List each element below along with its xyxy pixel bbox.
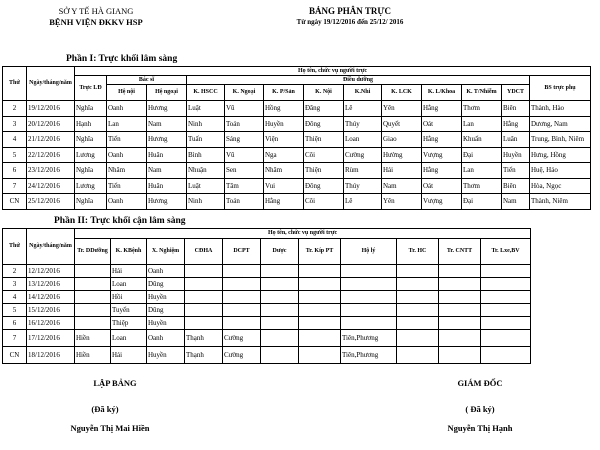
staff-cell bbox=[223, 304, 261, 317]
weekday-cell: 5 bbox=[3, 147, 27, 163]
staff-cell: Loan bbox=[111, 278, 147, 291]
nurse-cell: Giao bbox=[382, 132, 422, 148]
staff-cell: Tiên,Phương bbox=[341, 347, 397, 364]
nurse-cell: Hằng bbox=[422, 101, 462, 117]
staff-cell bbox=[185, 265, 223, 278]
staff-cell: Loan bbox=[111, 330, 147, 347]
staff-cell: Thiệp bbox=[111, 317, 147, 330]
staff-cell bbox=[299, 347, 341, 364]
nurse-cell: Toán bbox=[225, 194, 264, 210]
staff-cell bbox=[299, 317, 341, 330]
doctor-internal-cell: Tiến bbox=[107, 132, 147, 148]
doctor-internal-cell: Lan bbox=[107, 116, 147, 132]
nurse-cell: Viện bbox=[264, 132, 304, 148]
nurse-cell: Vui bbox=[264, 178, 304, 194]
nurse-cell: Hằng bbox=[422, 132, 462, 148]
staff-cell bbox=[439, 304, 481, 317]
staff-cell bbox=[185, 278, 223, 291]
staff-cell: Hiền bbox=[75, 330, 111, 347]
date-cell: 13/12/2016 bbox=[27, 278, 75, 291]
staff-cell bbox=[481, 265, 531, 278]
doctor-surgical-cell: Hương bbox=[147, 132, 187, 148]
date-cell: 15/12/2016 bbox=[27, 304, 75, 317]
nurse-cell: Biên bbox=[502, 101, 530, 117]
date-cell: 19/12/2016 bbox=[27, 101, 75, 117]
staff-cell bbox=[397, 347, 439, 364]
doctor-surgical-cell: Huân bbox=[147, 147, 187, 163]
duty-row bbox=[3, 194, 591, 210]
staff-cell: Tiên,Phương bbox=[341, 330, 397, 347]
nurse-cell: Bình bbox=[187, 147, 225, 163]
staff-cell bbox=[481, 291, 531, 304]
nurse-cell: Thúy bbox=[344, 116, 382, 132]
staff-cell bbox=[299, 265, 341, 278]
lead-cell: Nghĩa bbox=[75, 101, 107, 117]
assistant-doctor-cell: Trung, Bình, Niêm bbox=[530, 132, 591, 148]
part1-table bbox=[2, 66, 591, 210]
p1-head-bs-ngoai: Hệ ngoại bbox=[147, 85, 187, 101]
weekday-cell: 4 bbox=[3, 132, 27, 148]
staff-cell bbox=[397, 278, 439, 291]
nurse-cell: Rùm bbox=[344, 163, 382, 179]
date-cell: 22/12/2016 bbox=[27, 147, 75, 163]
nurse-cell: Luân bbox=[502, 132, 530, 148]
p1-head-nurse-col: YDCT bbox=[502, 85, 530, 101]
nurse-cell: Hằng bbox=[264, 194, 304, 210]
staff-cell: Oanh bbox=[147, 265, 185, 278]
staff-cell bbox=[341, 317, 397, 330]
duty-row bbox=[3, 147, 591, 163]
duty-row bbox=[3, 178, 591, 194]
nurse-cell: Thiện bbox=[304, 163, 344, 179]
staff-cell bbox=[223, 278, 261, 291]
doctor-surgical-cell: Nam bbox=[147, 116, 187, 132]
nurse-cell: Nhuận bbox=[187, 163, 225, 179]
p2-head-col: X. Nghiệm bbox=[147, 239, 185, 265]
staff-cell bbox=[341, 278, 397, 291]
doctor-surgical-cell: Huân bbox=[147, 178, 187, 194]
date-cell: 20/12/2016 bbox=[27, 116, 75, 132]
part1-title: Phần I: Trực khối lâm sàng bbox=[66, 54, 178, 64]
nurse-cell: Ninh bbox=[187, 116, 225, 132]
staff-cell bbox=[397, 291, 439, 304]
staff-cell: Dũng bbox=[147, 304, 185, 317]
duty-row bbox=[3, 163, 591, 179]
nurse-cell: Nga bbox=[264, 147, 304, 163]
p1-head-bs-phu: BS trực phụ bbox=[530, 76, 591, 101]
staff-cell bbox=[397, 304, 439, 317]
nurse-cell: Đông bbox=[304, 116, 344, 132]
date-cell: 23/12/2016 bbox=[27, 163, 75, 179]
staff-cell bbox=[261, 278, 299, 291]
staff-cell: Dũng bbox=[147, 278, 185, 291]
staff-cell bbox=[439, 347, 481, 364]
doctor-internal-cell: Oanh bbox=[107, 101, 147, 117]
weekday-cell: 3 bbox=[3, 278, 27, 291]
lead-cell: Hạnh bbox=[75, 116, 107, 132]
support-duty-row bbox=[3, 347, 531, 364]
p2-head-thu: Thứ bbox=[3, 229, 27, 265]
part2-table bbox=[2, 228, 531, 364]
staff-cell: Hồi bbox=[111, 291, 147, 304]
staff-cell bbox=[299, 278, 341, 291]
p1-head-nurse-col: K. HSCC bbox=[187, 85, 225, 101]
lead-cell: Lương bbox=[75, 178, 107, 194]
nurse-cell: Côi bbox=[304, 194, 344, 210]
staff-cell bbox=[341, 291, 397, 304]
p1-head-nurse-col: K. Ngoại bbox=[225, 85, 264, 101]
p2-head-col: Dược bbox=[261, 239, 299, 265]
staff-cell bbox=[261, 317, 299, 330]
nurse-cell: Lan bbox=[462, 116, 502, 132]
assistant-doctor-cell: Hòa, Ngọc bbox=[530, 178, 591, 194]
p1-head-group: Họ tên, chức vụ người trực bbox=[75, 67, 591, 76]
nurse-cell: Lan bbox=[462, 163, 502, 179]
support-duty-row bbox=[3, 317, 531, 330]
staff-cell bbox=[481, 278, 531, 291]
staff-cell bbox=[223, 317, 261, 330]
staff-cell bbox=[75, 304, 111, 317]
assistant-doctor-cell: Hưng, Hồng bbox=[530, 147, 591, 163]
p1-head-nurse-col: K. LCK bbox=[382, 85, 422, 101]
nurse-cell: Thơm bbox=[462, 178, 502, 194]
duty-row bbox=[3, 116, 591, 132]
nurse-cell: Tiến bbox=[502, 163, 530, 179]
p2-head-date: Ngày/tháng/năm bbox=[27, 229, 75, 265]
lead-cell: Nghĩa bbox=[75, 132, 107, 148]
nurse-cell: Khuấn bbox=[462, 132, 502, 148]
director-title: GIÁM ĐỐC bbox=[457, 378, 503, 388]
staff-cell bbox=[261, 304, 299, 317]
nurse-cell: Lê bbox=[344, 101, 382, 117]
nurse-cell: Vũ bbox=[225, 101, 264, 117]
nurse-cell: Hải bbox=[382, 163, 422, 179]
staff-cell bbox=[439, 291, 481, 304]
nurse-cell: Biên bbox=[502, 178, 530, 194]
part2-title: Phần II: Trực khối cận lâm sàng bbox=[54, 216, 186, 226]
staff-cell bbox=[75, 291, 111, 304]
staff-cell bbox=[481, 330, 531, 347]
nurse-cell: Toán bbox=[225, 116, 264, 132]
staff-cell bbox=[341, 304, 397, 317]
doctor-internal-cell: Oanh bbox=[107, 147, 147, 163]
staff-cell bbox=[439, 330, 481, 347]
ministry-name: SỞ Y TẾ HÀ GIANG bbox=[58, 6, 134, 16]
staff-cell bbox=[397, 330, 439, 347]
hospital-name: BỆNH VIỆN ĐKKV HSP bbox=[49, 17, 143, 27]
nurse-cell: Oát bbox=[422, 116, 462, 132]
support-duty-row bbox=[3, 291, 531, 304]
nurse-cell: Sen bbox=[225, 163, 264, 179]
staff-cell bbox=[185, 304, 223, 317]
nurse-cell: Nam bbox=[382, 178, 422, 194]
date-cell: 12/12/2016 bbox=[27, 265, 75, 278]
weekday-cell: CN bbox=[3, 347, 27, 364]
staff-cell bbox=[75, 265, 111, 278]
staff-cell bbox=[223, 291, 261, 304]
p2-head-col: Tr. HC bbox=[397, 239, 439, 265]
prepared-by-name: Nguyễn Thị Mai Hiền bbox=[70, 423, 150, 433]
nurse-cell: Cường bbox=[344, 147, 382, 163]
date-cell: 25/12/2016 bbox=[27, 194, 75, 210]
staff-cell bbox=[341, 265, 397, 278]
doctor-internal-cell: Nhâm bbox=[107, 163, 147, 179]
p1-head-nurse-col: K. P/Sản bbox=[264, 85, 304, 101]
p1-head-doctor: Bác sĩ bbox=[107, 76, 187, 85]
nurse-cell: Đại bbox=[462, 147, 502, 163]
staff-cell bbox=[439, 278, 481, 291]
nurse-cell: Yên bbox=[382, 101, 422, 117]
p1-head-nurse-col: K.Nhi bbox=[344, 85, 382, 101]
nurse-cell: Yên bbox=[382, 194, 422, 210]
director-signed: ( Đã ký) bbox=[465, 404, 495, 414]
staff-cell bbox=[185, 291, 223, 304]
staff-cell bbox=[481, 347, 531, 364]
doctor-surgical-cell: Hương bbox=[147, 101, 187, 117]
date-cell: 17/12/2016 bbox=[27, 330, 75, 347]
nurse-cell: Côi bbox=[304, 147, 344, 163]
org-header bbox=[26, 6, 166, 28]
lead-cell: Nghĩa bbox=[75, 194, 107, 210]
nurse-cell: Nam bbox=[502, 194, 530, 210]
assistant-doctor-cell: Huệ, Hảo bbox=[530, 163, 591, 179]
staff-cell: Oanh bbox=[147, 330, 185, 347]
p1-head-nurse-col: K. L/Khoa bbox=[422, 85, 462, 101]
nurse-cell: Vượng bbox=[422, 194, 462, 210]
staff-cell bbox=[439, 265, 481, 278]
p1-head-nurse-col: K. Nội bbox=[304, 85, 344, 101]
weekday-cell: 4 bbox=[3, 291, 27, 304]
weekday-cell: 2 bbox=[3, 101, 27, 117]
director-name: Nguyễn Thị Hạnh bbox=[447, 423, 513, 433]
p2-head-col: CĐHA bbox=[185, 239, 223, 265]
p1-head-nurse: Điều dưỡng bbox=[187, 76, 530, 85]
staff-cell: Tuyến bbox=[111, 304, 147, 317]
weekday-cell: 6 bbox=[3, 317, 27, 330]
date-cell: 16/12/2016 bbox=[27, 317, 75, 330]
nurse-cell: Nhâm bbox=[264, 163, 304, 179]
weekday-cell: 6 bbox=[3, 163, 27, 179]
assistant-doctor-cell: Dương, Nam bbox=[530, 116, 591, 132]
nurse-cell: Quyết bbox=[382, 116, 422, 132]
nurse-cell: Thiện bbox=[304, 132, 344, 148]
nurse-cell: Hằng bbox=[422, 163, 462, 179]
nurse-cell: Thúy bbox=[344, 178, 382, 194]
staff-cell: Cường bbox=[223, 330, 261, 347]
date-cell: 21/12/2016 bbox=[27, 132, 75, 148]
nurse-cell: Hằng bbox=[502, 116, 530, 132]
weekday-cell: 3 bbox=[3, 116, 27, 132]
staff-cell: Huyền bbox=[147, 347, 185, 364]
weekday-cell: 2 bbox=[3, 265, 27, 278]
p2-head-group: Họ tên, chức vụ người trực bbox=[75, 229, 531, 239]
nurse-cell: Sáng bbox=[225, 132, 264, 148]
nurse-cell: Đại bbox=[462, 194, 502, 210]
staff-cell bbox=[481, 317, 531, 330]
weekday-cell: 5 bbox=[3, 304, 27, 317]
staff-cell: Cường bbox=[223, 347, 261, 364]
nurse-cell: Vượng bbox=[422, 147, 462, 163]
p2-head-col: Tr. Lxe,BV bbox=[481, 239, 531, 265]
lead-cell: Nghĩa bbox=[75, 163, 107, 179]
lead-cell: Lương bbox=[75, 147, 107, 163]
doctor-internal-cell: Oanh bbox=[107, 194, 147, 210]
staff-cell bbox=[75, 317, 111, 330]
staff-cell: Thạnh bbox=[185, 347, 223, 364]
nurse-cell: Đông bbox=[304, 178, 344, 194]
doc-title: BẢNG PHÂN TRỰC bbox=[308, 6, 391, 16]
staff-cell: Huyền bbox=[147, 317, 185, 330]
nurse-cell: Luật bbox=[187, 178, 225, 194]
prepared-by-signed: (Đã ký) bbox=[91, 404, 119, 414]
assistant-doctor-cell: Thành, Niêm bbox=[530, 194, 591, 210]
nurse-cell: Huyền bbox=[264, 116, 304, 132]
staff-cell bbox=[299, 291, 341, 304]
staff-cell bbox=[261, 347, 299, 364]
weekday-cell: 7 bbox=[3, 330, 27, 347]
support-duty-row bbox=[3, 304, 531, 317]
staff-cell bbox=[481, 304, 531, 317]
staff-cell bbox=[185, 317, 223, 330]
p2-head-col: Tr. CNTT bbox=[439, 239, 481, 265]
assistant-doctor-cell: Thành, Hào bbox=[530, 101, 591, 117]
support-duty-row bbox=[3, 278, 531, 291]
staff-cell: Thạnh bbox=[185, 330, 223, 347]
p1-head-nurse-col: K. T/Nhiễm bbox=[462, 85, 502, 101]
nurse-cell: Vũ bbox=[225, 147, 264, 163]
staff-cell bbox=[75, 278, 111, 291]
doctor-internal-cell: Tiến bbox=[107, 178, 147, 194]
nurse-cell: Huyền bbox=[502, 147, 530, 163]
prepared-by-title: LẬP BẢNG bbox=[93, 378, 137, 388]
nurse-cell: Luật bbox=[187, 101, 225, 117]
staff-cell bbox=[261, 330, 299, 347]
staff-cell: Hải bbox=[111, 265, 147, 278]
nurse-cell: Oát bbox=[422, 178, 462, 194]
nurse-cell: Hường bbox=[382, 147, 422, 163]
doctor-surgical-cell: Hương bbox=[147, 194, 187, 210]
staff-cell bbox=[261, 291, 299, 304]
support-duty-row bbox=[3, 330, 531, 347]
staff-cell bbox=[299, 304, 341, 317]
staff-cell bbox=[261, 265, 299, 278]
nurse-cell: Thơm bbox=[462, 101, 502, 117]
duty-row bbox=[3, 101, 591, 117]
weekday-cell: 7 bbox=[3, 178, 27, 194]
nurse-cell: Lê bbox=[344, 194, 382, 210]
date-cell: 18/12/2016 bbox=[27, 347, 75, 364]
p1-head-lead: Trực LĐ bbox=[75, 76, 107, 101]
weekday-cell: CN bbox=[3, 194, 27, 210]
doc-header bbox=[250, 6, 450, 28]
p1-head-date: Ngày/tháng/năm bbox=[27, 67, 75, 101]
nurse-cell: Hồng bbox=[264, 101, 304, 117]
p1-head-thu: Thứ bbox=[3, 67, 27, 101]
date-cell: 24/12/2016 bbox=[27, 178, 75, 194]
nurse-cell: Đăng bbox=[304, 101, 344, 117]
support-duty-row bbox=[3, 265, 531, 278]
staff-cell bbox=[439, 317, 481, 330]
staff-cell bbox=[223, 265, 261, 278]
p2-head-col: K. KBệnh bbox=[111, 239, 147, 265]
staff-cell bbox=[299, 330, 341, 347]
nurse-cell: Ninh bbox=[187, 194, 225, 210]
nurse-cell: Tâm bbox=[225, 178, 264, 194]
p2-head-col: Hộ lý bbox=[341, 239, 397, 265]
nurse-cell: Tuấn bbox=[187, 132, 225, 148]
p2-head-col: Tr. DDưỡng bbox=[75, 239, 111, 265]
staff-cell bbox=[397, 265, 439, 278]
nurse-cell: Loan bbox=[344, 132, 382, 148]
staff-cell: Hiền bbox=[75, 347, 111, 364]
staff-cell: Hải bbox=[111, 347, 147, 364]
staff-cell: Huyền bbox=[147, 291, 185, 304]
date-cell: 14/12/2016 bbox=[27, 291, 75, 304]
duty-row bbox=[3, 132, 591, 148]
doctor-surgical-cell: Nam bbox=[147, 163, 187, 179]
p2-head-col: Tr. Kíp PT bbox=[299, 239, 341, 265]
p2-head-col: DCPT bbox=[223, 239, 261, 265]
p1-head-bs-noi: Hệ nội bbox=[107, 85, 147, 101]
doc-period: Từ ngày 19/12/2016 đến 25/12/ 2016 bbox=[296, 18, 404, 26]
staff-cell bbox=[397, 317, 439, 330]
